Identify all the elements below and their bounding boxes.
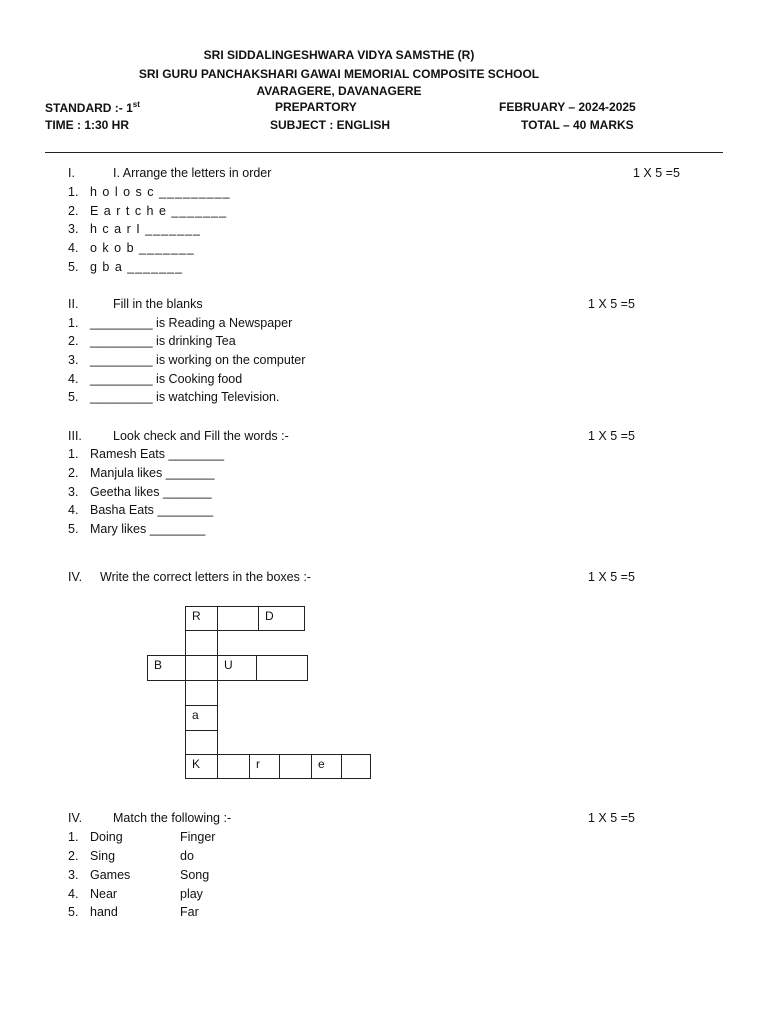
subject-label: SUBJECT : ENGLISH: [270, 118, 391, 132]
crossword-cell[interactable]: [185, 680, 218, 706]
crossword-cell[interactable]: [217, 606, 259, 631]
item-number: 4.: [68, 241, 79, 255]
match-right: do: [180, 849, 194, 863]
section-number: IV.: [68, 811, 83, 825]
match-right: play: [180, 887, 203, 901]
crossword-cell[interactable]: [256, 655, 308, 681]
item-number: 2.: [68, 849, 79, 863]
crossword-cell[interactable]: D: [258, 606, 305, 631]
question-item: Geetha likes _______: [90, 485, 212, 499]
crossword-cell[interactable]: [217, 754, 250, 779]
section-marks: 1 X 5 =5: [588, 811, 635, 825]
standard-label: STANDARD :- 1st: [45, 100, 140, 115]
section-title: Match the following :-: [113, 811, 232, 825]
item-number: 1.: [68, 447, 79, 461]
item-number: 5.: [68, 905, 79, 919]
section-number: II.: [68, 297, 79, 311]
crossword-cell[interactable]: R: [185, 606, 218, 631]
item-number: 2.: [68, 334, 79, 348]
crossword-cell[interactable]: r: [249, 754, 280, 779]
item-number: 2.: [68, 204, 79, 218]
item-number: 1.: [68, 830, 79, 844]
section-title: Write the correct letters in the boxes :-: [100, 570, 311, 584]
section-title: I. Arrange the letters in order: [113, 166, 272, 180]
question-item: g b a _______: [90, 260, 183, 274]
crossword-cell[interactable]: K: [185, 754, 218, 779]
school-location: AVARAGERE, DAVANAGERE: [256, 84, 422, 98]
item-number: 4.: [68, 503, 79, 517]
section-title: Fill in the blanks: [113, 297, 203, 311]
match-right: Far: [180, 905, 199, 919]
question-item: Basha Eats ________: [90, 503, 214, 517]
crossword-cell[interactable]: [341, 754, 371, 779]
question-item: _________ is working on the computer: [90, 353, 306, 367]
section-title: Look check and Fill the words :-: [113, 429, 289, 443]
match-left: hand: [90, 905, 118, 919]
question-item: E a r t c h e _______: [90, 204, 228, 218]
question-item: o k o b _______: [90, 241, 195, 255]
item-number: 4.: [68, 372, 79, 386]
question-item: h o l o s c _________: [90, 185, 231, 199]
item-number: 3.: [68, 222, 79, 236]
section-number: IV.: [68, 570, 83, 584]
match-right: Song: [180, 868, 210, 882]
crossword-cell[interactable]: [185, 630, 218, 656]
question-item: Mary likes ________: [90, 522, 206, 536]
item-number: 1.: [68, 316, 79, 330]
question-item: _________ is Reading a Newspaper: [90, 316, 293, 330]
question-item: h c a r I _______: [90, 222, 201, 236]
crossword-cell[interactable]: [185, 730, 218, 755]
section-marks: 1 X 5 =5: [633, 166, 680, 180]
item-number: 5.: [68, 390, 79, 404]
section-marks: 1 X 5 =5: [588, 429, 635, 443]
question-item: Manjula likes _______: [90, 466, 215, 480]
match-left: Near: [90, 887, 118, 901]
crossword-cell[interactable]: a: [185, 705, 218, 731]
crossword-cell[interactable]: e: [311, 754, 342, 779]
match-left: Games: [90, 868, 131, 882]
time-label: TIME : 1:30 HR: [45, 118, 130, 132]
match-left: Sing: [90, 849, 116, 863]
section-number: III.: [68, 429, 82, 443]
match-right: Finger: [180, 830, 216, 844]
section-marks: 1 X 5 =5: [588, 297, 635, 311]
item-number: 4.: [68, 887, 79, 901]
match-left: Doing: [90, 830, 123, 844]
item-number: 3.: [68, 485, 79, 499]
question-item: _________ is Cooking food: [90, 372, 243, 386]
crossword-cell[interactable]: [185, 655, 218, 681]
question-item: _________ is drinking Tea: [90, 334, 236, 348]
item-number: 3.: [68, 353, 79, 367]
exam-date: FEBRUARY – 2024-2025: [499, 100, 636, 114]
item-number: 3.: [68, 868, 79, 882]
school-trust-name: SRI SIDDALINGESHWARA VIDYA SAMSTHE (R): [203, 48, 475, 62]
header-divider: [45, 152, 723, 153]
item-number: 5.: [68, 522, 79, 536]
total-marks: TOTAL – 40 MARKS: [521, 118, 634, 132]
school-name: SRI GURU PANCHAKSHARI GAWAI MEMORIAL COMPOSITE SCHOOL: [138, 67, 540, 81]
level-label: PREPARTORY: [275, 100, 357, 114]
item-number: 1.: [68, 185, 79, 199]
section-number: I.: [68, 166, 75, 180]
item-number: 5.: [68, 260, 79, 274]
crossword-cell[interactable]: B: [147, 655, 186, 681]
question-item: Ramesh Eats ________: [90, 447, 225, 461]
crossword-cell[interactable]: [279, 754, 312, 779]
item-number: 2.: [68, 466, 79, 480]
crossword-cell[interactable]: U: [217, 655, 257, 681]
question-item: _________ is watching Television.: [90, 390, 280, 404]
section-marks: 1 X 5 =5: [588, 570, 635, 584]
